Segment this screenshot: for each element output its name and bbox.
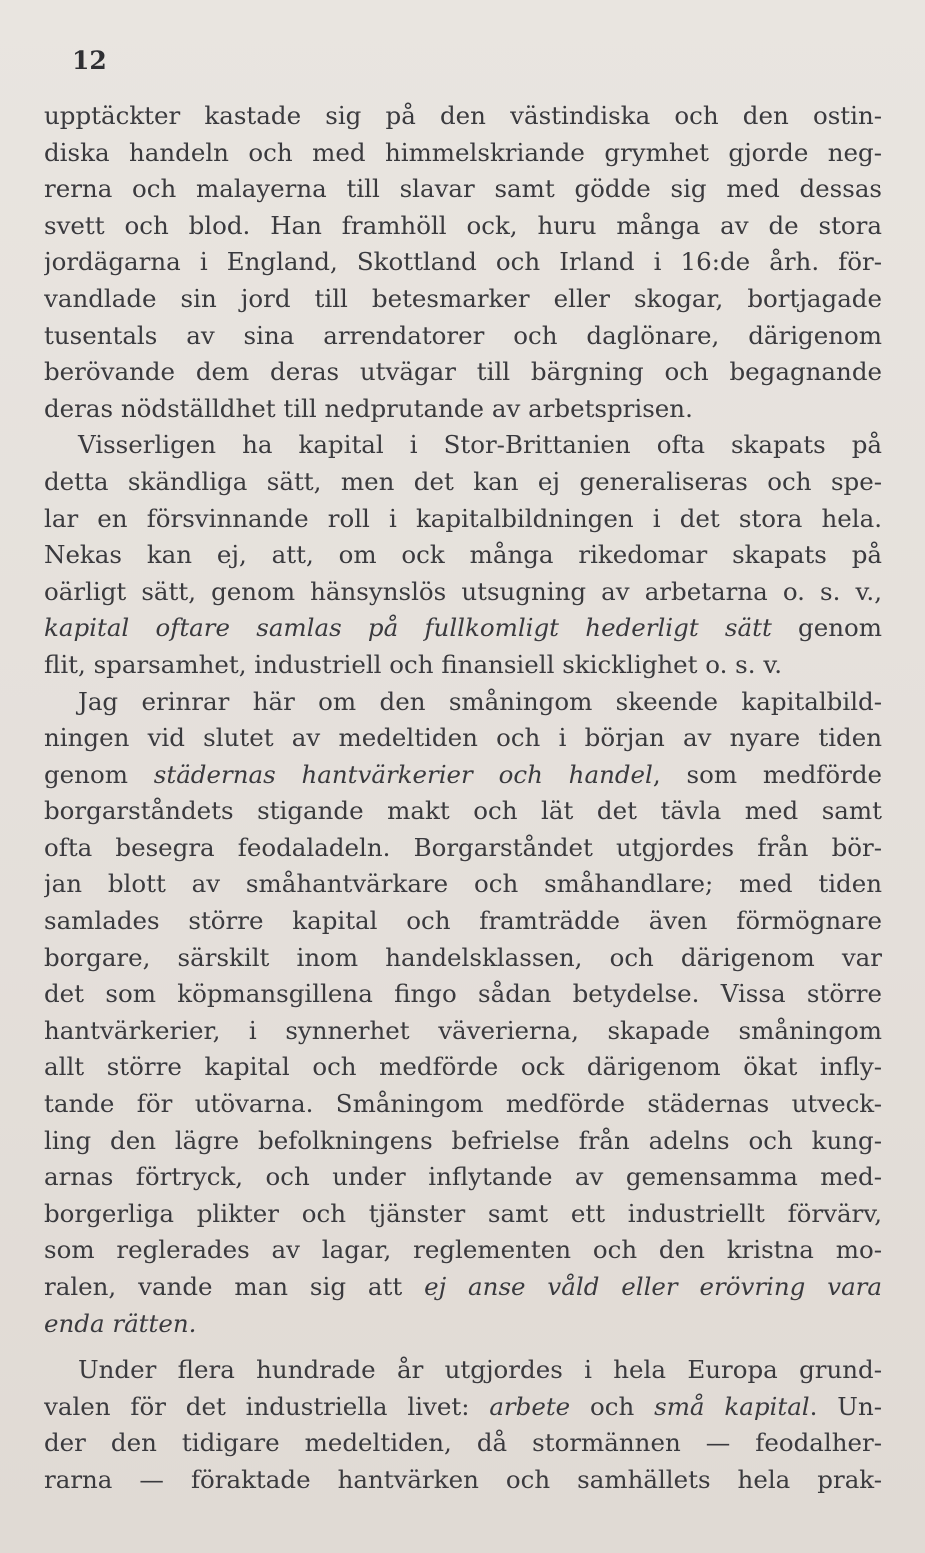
text-segment: ofta besegra feodaladeln. Borgarståndet utgjordes från bör-: [44, 832, 882, 862]
text-line: [44, 1389, 882, 1426]
text-segment: ling den lägre befolkningens befrielse från adelns och kung-: [44, 1125, 882, 1155]
text-line: [44, 1232, 882, 1269]
text-segment: flit, sparsamhet, industriell och finansiell skicklighet o. s. v.: [44, 649, 783, 679]
paragraph-gap: [44, 1342, 882, 1352]
text-line: [44, 1049, 882, 1086]
text-line: [44, 98, 882, 135]
text-line: [44, 427, 882, 464]
text-segment: tusentals av sina arrendatorer och daglönare, därigenom: [44, 320, 882, 350]
text-segment: berövande dem deras utvägar till bärgning och begagnande: [44, 357, 882, 387]
text-line: [44, 610, 882, 647]
text-line: [44, 464, 882, 501]
text-line: [44, 720, 882, 757]
italic-text: arbete: [489, 1391, 571, 1421]
text-segment: lar en försvinnande roll i kapitalbildningen i det stora hela.: [44, 503, 882, 533]
text-segment: , som medförde: [652, 759, 882, 789]
text-segment: Under flera hundrade år utgjordes i hela Europa grund-: [78, 1355, 882, 1385]
text-line: [44, 1196, 882, 1233]
text-segment: det som köpmansgillena fingo sådan betydelse. Vissa större: [44, 979, 882, 1009]
text-line: [44, 1306, 882, 1343]
text-line: [44, 1462, 882, 1499]
text-line: [44, 537, 882, 574]
text-segment: Jag erinrar här om den småningom skeende kapitalbild-: [78, 686, 882, 716]
text-line: [44, 1159, 882, 1196]
text-segment: hantvärkerier, i synnerhet väverierna, skapade småningom: [44, 1015, 882, 1045]
italic-text: enda rätten.: [44, 1308, 197, 1338]
text-line: [44, 501, 882, 538]
page-number: 12: [72, 46, 107, 75]
text-segment: tande för utövarna. Småningom medförde städernas utveck-: [44, 1089, 882, 1119]
text-segment: detta skändliga sätt, men det kan ej generaliseras och spe-: [44, 466, 882, 496]
text-segment: genom: [771, 613, 882, 643]
text-segment: borgare, särskilt inom handelsklassen, och därigenom var: [44, 942, 882, 972]
text-line: [44, 1013, 882, 1050]
text-line: [44, 684, 882, 721]
text-segment: upptäckter kastade sig på den västindiska och den ostin-: [44, 101, 882, 130]
text-line: [44, 244, 882, 281]
text-line: [44, 830, 882, 867]
text-line: [44, 281, 882, 318]
text-line: [44, 171, 882, 208]
text-line: [44, 208, 882, 245]
text-line: [44, 1352, 882, 1389]
text-segment: genom: [44, 759, 154, 789]
text-segment: borgerliga plikter och tjänster samt ett industriellt förvärv,: [44, 1198, 882, 1228]
text-segment: . Un-: [809, 1391, 882, 1421]
text-segment: oärligt sätt, genom hänsynslös utsugning av arbetarna o. s. v.,: [44, 576, 882, 606]
text-line: [44, 940, 882, 977]
text-segment: rerna och malayerna till slavar samt gödde sig med dessas: [44, 174, 882, 204]
text-line: [44, 903, 882, 940]
text-segment: ralen, vande man sig att: [44, 1272, 425, 1301]
text-line: [44, 391, 882, 428]
text-line: [44, 1086, 882, 1123]
text-line: [44, 574, 882, 611]
italic-text: städernas hantvärkerier och handel: [153, 759, 653, 789]
text-segment: allt större kapital och medförde ock därigenom ökat infly-: [44, 1052, 882, 1082]
text-segment: Visserligen ha kapital i Stor-Brittanien ofta skapats på: [78, 430, 882, 460]
text-segment: jan blott av småhantvärkare och småhandlare; med tiden: [44, 869, 882, 899]
text-line: [44, 976, 882, 1013]
text-line: [44, 1123, 882, 1160]
text-segment: deras nödställdhet till nedprutande av arbetsprisen.: [44, 393, 693, 423]
text-line: [44, 647, 882, 684]
text-segment: ningen vid slutet av medeltiden och i början av nyare tiden: [44, 723, 882, 753]
text-line: [44, 866, 882, 903]
text-segment: svett och blod. Han framhöll ock, huru många av de stora: [44, 210, 882, 240]
text-segment: Nekas kan ej, att, om ock många rikedomar skapats på: [44, 540, 882, 570]
text-segment: valen för det industriella livet:: [44, 1391, 490, 1421]
text-segment: samlades större kapital och framträdde även förmögnare: [44, 906, 882, 936]
text-line: [44, 354, 882, 391]
text-line: [44, 135, 882, 172]
italic-text: små kapital: [654, 1391, 810, 1421]
text-line: [44, 757, 882, 794]
text-line: [44, 793, 882, 830]
italic-text: kapital oftare samlas på fullkomligt hederligt sätt: [44, 613, 772, 643]
text-line: [44, 1425, 882, 1462]
text-segment: vandlade sin jord till betesmarker eller skogar, bortjagade: [44, 283, 882, 313]
text-segment: borgarståndets stigande makt och lät det tävla med samt: [44, 796, 882, 826]
text-segment: der den tidigare medeltiden, då stormännen — feodalher-: [44, 1428, 882, 1458]
text-line: [44, 1269, 882, 1306]
text-segment: jordägarna i England, Skottland och Irland i 16:de årh. för-: [44, 247, 882, 277]
body-text: [44, 98, 882, 1499]
text-segment: arnas förtryck, och under inflytande av gemensamma med-: [44, 1162, 882, 1192]
text-segment: diska handeln och med himmelskriande grymhet gjorde neg-: [44, 137, 882, 167]
italic-text: ej anse våld eller erövring vara: [424, 1272, 882, 1301]
text-segment: rarna — föraktade hantvärken och samhällets hela prak-: [44, 1464, 882, 1494]
text-segment: och: [570, 1391, 655, 1421]
text-line: [44, 318, 882, 355]
text-segment: som reglerades av lagar, reglementen och den kristna mo-: [44, 1235, 882, 1265]
